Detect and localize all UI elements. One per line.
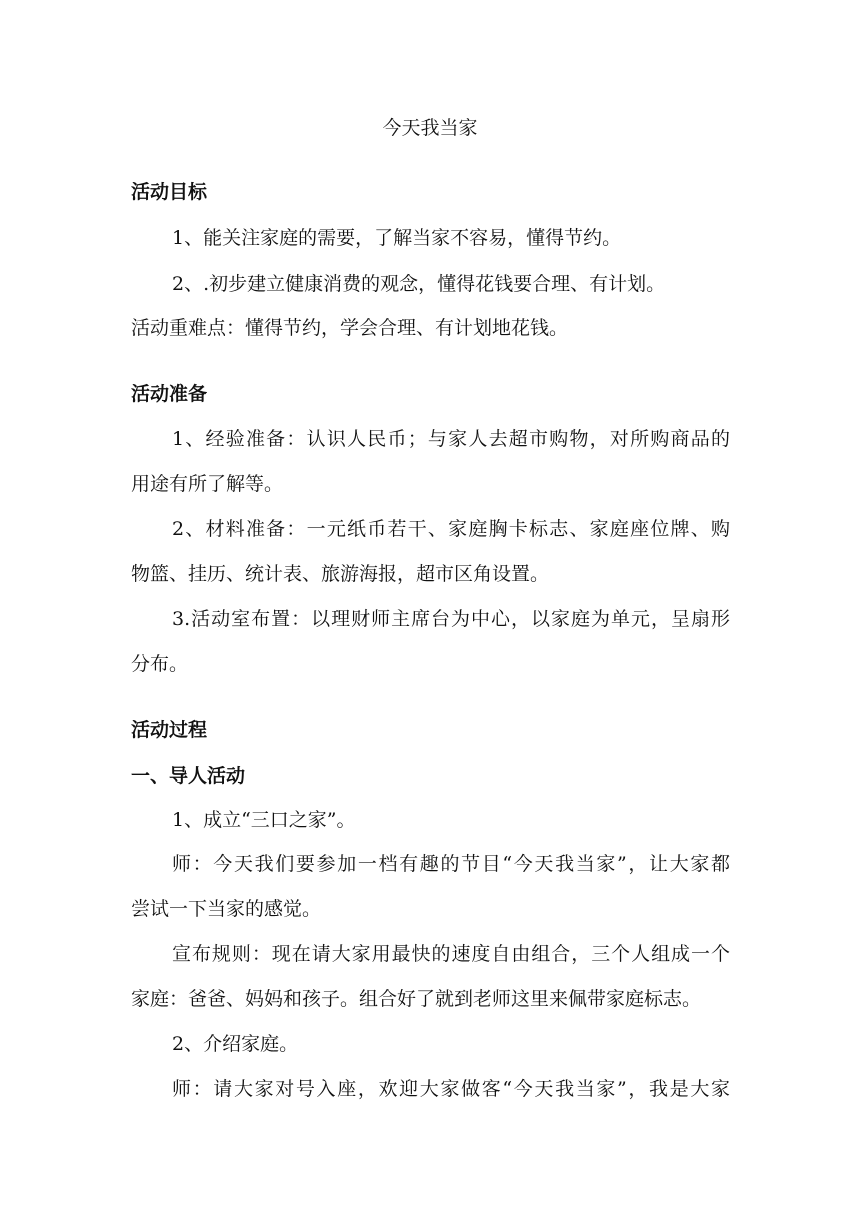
prep-item-2-line-2: 物篮、挂历、统计表、旅游海报，超市区角设置。: [131, 563, 550, 585]
goals-heading: 活动目标: [131, 181, 208, 203]
goal-item-1: 1、能关注家庭的需要，了解当家不容易，懂得节约。: [172, 227, 622, 249]
prep-item-1-line-1: 1、经验准备：认识人民币；与家人去超市购物，对所购商品的: [172, 428, 730, 450]
prep-item-3-line-1: 3.活动室布置：以理财师主席台为中心，以家庭为单元，呈扇形: [172, 608, 730, 630]
process-heading: 活动过程: [131, 719, 208, 741]
rules-line-1: 宣布规则：现在请大家用最快的速度自由组合，三个人组成一个: [172, 943, 730, 965]
document-title: 今天我当家: [382, 117, 478, 139]
teacher-1-line-1: 师：今天我们要参加一档有趣的节目“今天我当家”，让大家都: [172, 853, 730, 875]
prep-item-1-line-2: 用途有所了解等。: [131, 473, 284, 495]
preparation-heading: 活动准备: [131, 383, 208, 405]
goal-item-2: 2、.初步建立健康消费的观念，懂得花钱要合理、有计划。: [172, 273, 666, 295]
prep-item-3-line-2: 分布。: [131, 653, 189, 675]
teacher-2-line-1: 师：请大家对号入座，欢迎大家做客“今天我当家”，我是大家: [172, 1078, 730, 1100]
rules-line-2: 家庭：爸爸、妈妈和孩子。组合好了就到老师这里来佩带家庭标志。: [131, 988, 702, 1010]
process-step-1: 1、成立“三口之家”。: [172, 809, 356, 831]
process-step-2: 2、介绍家庭。: [172, 1033, 299, 1055]
prep-item-2-line-1: 2、材料准备：一元纸币若干、家庭胸卡标志、家庭座位牌、购: [172, 518, 730, 540]
teacher-1-line-2: 尝试一下当家的感觉。: [131, 898, 322, 920]
section-1-heading: 一、导人活动: [131, 765, 246, 787]
key-points: 活动重难点：懂得节约，学会合理、有计划地花钱。: [131, 317, 569, 339]
